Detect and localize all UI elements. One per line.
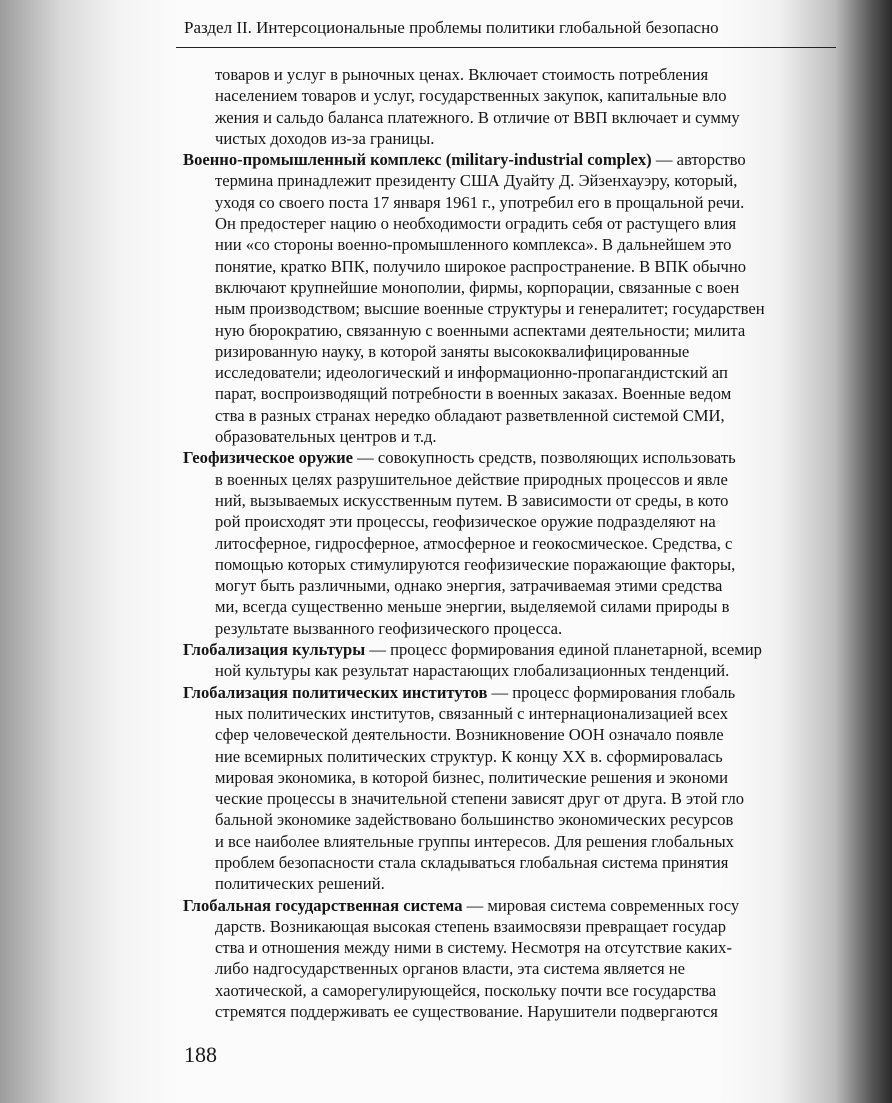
entry-definition-start: — мировая система современных госу <box>462 895 740 915</box>
entry-first-line <box>183 895 817 916</box>
text-line: мировая экономика, в которой бизнес, политические решения и экономи <box>215 767 728 787</box>
text-line: ным производством; высшие военные структуры и генералитет; государствен <box>215 299 765 319</box>
entry-term: Военно-промышленный комплекс (military-industrial complex) <box>183 150 652 170</box>
text-line: ную бюрократию, связанную с военными аспектами деятельности; милита <box>215 320 746 340</box>
text-line: ства и отношения между ними в систему. Несмотря на отсутствие каких- <box>215 938 732 958</box>
text-line: уходя со своего поста 17 января 1961 г., употребил его в прощальной речи. <box>215 192 745 212</box>
glossary-entry-culture-globalization <box>183 639 817 682</box>
glossary-text <box>183 64 817 1022</box>
continuation-paragraph <box>183 64 817 149</box>
text-line: результате вызванного геофизического процесса. <box>215 618 563 638</box>
text-line: жения и сальдо баланса платежного. В отличие от ВВП включает и сумму <box>215 107 740 127</box>
text-line: понятие, кратко ВПК, получило широкое распространение. В ВПК обычно <box>215 256 747 276</box>
entry-term: Глобализация политических институтов <box>183 682 488 702</box>
text-line: могут быть различными, однако энергия, затрачиваемая этими средства <box>215 576 723 596</box>
entry-definition-start: — совокупность средств, позволяющих использовать <box>353 448 736 468</box>
text-line: литосферное, гидросферное, атмосферное и геокосмическое. Средства, с <box>215 533 733 553</box>
entry-first-line <box>183 447 817 468</box>
text-line: образовательных центров и т.д. <box>215 427 437 447</box>
text-line: и все наиболее влиятельные группы интересов. Для решения глобальных <box>215 831 734 851</box>
glossary-entry-geophysical-weapon <box>183 447 817 639</box>
text-line: бальной экономике задействовано большинство экономических ресурсов <box>215 810 734 830</box>
text-line: сфер человеческой деятельности. Возникновение ООН означало появле <box>215 725 724 745</box>
text-line: ных политических институтов, связанный с интернационализацией всех <box>215 703 728 723</box>
entry-definition-start: — процесс формирования глобаль <box>487 682 736 702</box>
text-line: ческие процессы в значительной степени зависят друг от друга. В этой гло <box>215 789 745 809</box>
text-line: ние всемирных политических структур. К концу XX в. сформировалась <box>215 746 723 766</box>
text-line: ми, всегда существенно меньше энергии, выделяемой силами природы в <box>215 597 730 617</box>
text-line: товаров и услуг в рыночных ценах. Включает стоимость потребления <box>215 65 709 84</box>
text-line: включают крупнейшие монополии, фирмы, корпорации, связанные с воен <box>215 277 740 297</box>
text-line: стремятся поддерживать ее существование. Нарушители подвергаются <box>215 1002 718 1022</box>
glossary-entry-political-institutions-globalization <box>183 682 817 895</box>
text-line: нии «со стороны военно-промышленного комплекса». В дальнейшем это <box>215 235 732 255</box>
entry-term: Глобализация культуры <box>183 640 366 660</box>
text-line: парат, воспроизводящий потребности в военных заказах. Военные ведом <box>215 384 732 404</box>
text-line: либо надгосударственных органов власти, эта система является не <box>215 959 685 979</box>
entry-first-line <box>183 639 817 660</box>
text-line: помощью которых стимулируются геофизические поражающие факторы, <box>215 554 736 574</box>
text-line: исследователи; идеологический и информационно-пропагандистский ап <box>215 363 728 383</box>
text-line: ной культуры как результат нарастающих глобализационных тенденций. <box>215 661 730 681</box>
running-header: Раздел II. Интерсоциональные проблемы политики глобальной безопасно <box>184 18 719 37</box>
entry-definition-start: — процесс формирования единой планетарной, всемир <box>365 640 762 660</box>
glossary-entry-military-industrial-complex <box>183 149 817 447</box>
text-line: чистых доходов из-за границы. <box>215 128 435 148</box>
entry-definition-start: — авторство <box>651 150 746 170</box>
text-line: ризированную науку, в которой заняты высококвалифицированные <box>215 341 690 361</box>
text-line: хаотической, а саморегулирующейся, поскольку почти все государства <box>215 980 717 1000</box>
text-line: дарств. Возникающая высокая степень взаимосвязи превращает государ <box>215 916 727 936</box>
text-line: политических решений. <box>215 874 385 894</box>
text-line: проблем безопасности стала складываться глобальная система принятия <box>215 852 729 872</box>
header-rule <box>176 47 836 48</box>
text-line: Он предостерег нацию о необходимости оградить себя от растущего влия <box>215 214 737 234</box>
text-line: термина принадлежит президенту США Дуайту Д. Эйзенхауэру, который, <box>215 171 738 191</box>
page-number: 188 <box>184 1042 217 1067</box>
text-line: населением товаров и услуг, государственных закупок, капитальные вло <box>215 86 727 106</box>
text-line: в военных целях разрушительное действие природных процессов и явле <box>215 469 728 489</box>
entry-term: Глобальная государственная система <box>183 895 463 915</box>
text-line: ний, вызываемых искусственным путем. В зависимости от среды, в кото <box>215 490 729 510</box>
entry-first-line <box>183 682 817 703</box>
text-line: рой происходят эти процессы, геофизическое оружие подразделяют на <box>215 512 716 532</box>
glossary-entry-global-state-system <box>183 895 817 1023</box>
entry-term: Геофизическое оружие <box>183 448 354 468</box>
entry-first-line <box>183 149 817 170</box>
text-line: ства в разных странах нередко обладают разветвленной системой СМИ, <box>215 405 725 425</box>
